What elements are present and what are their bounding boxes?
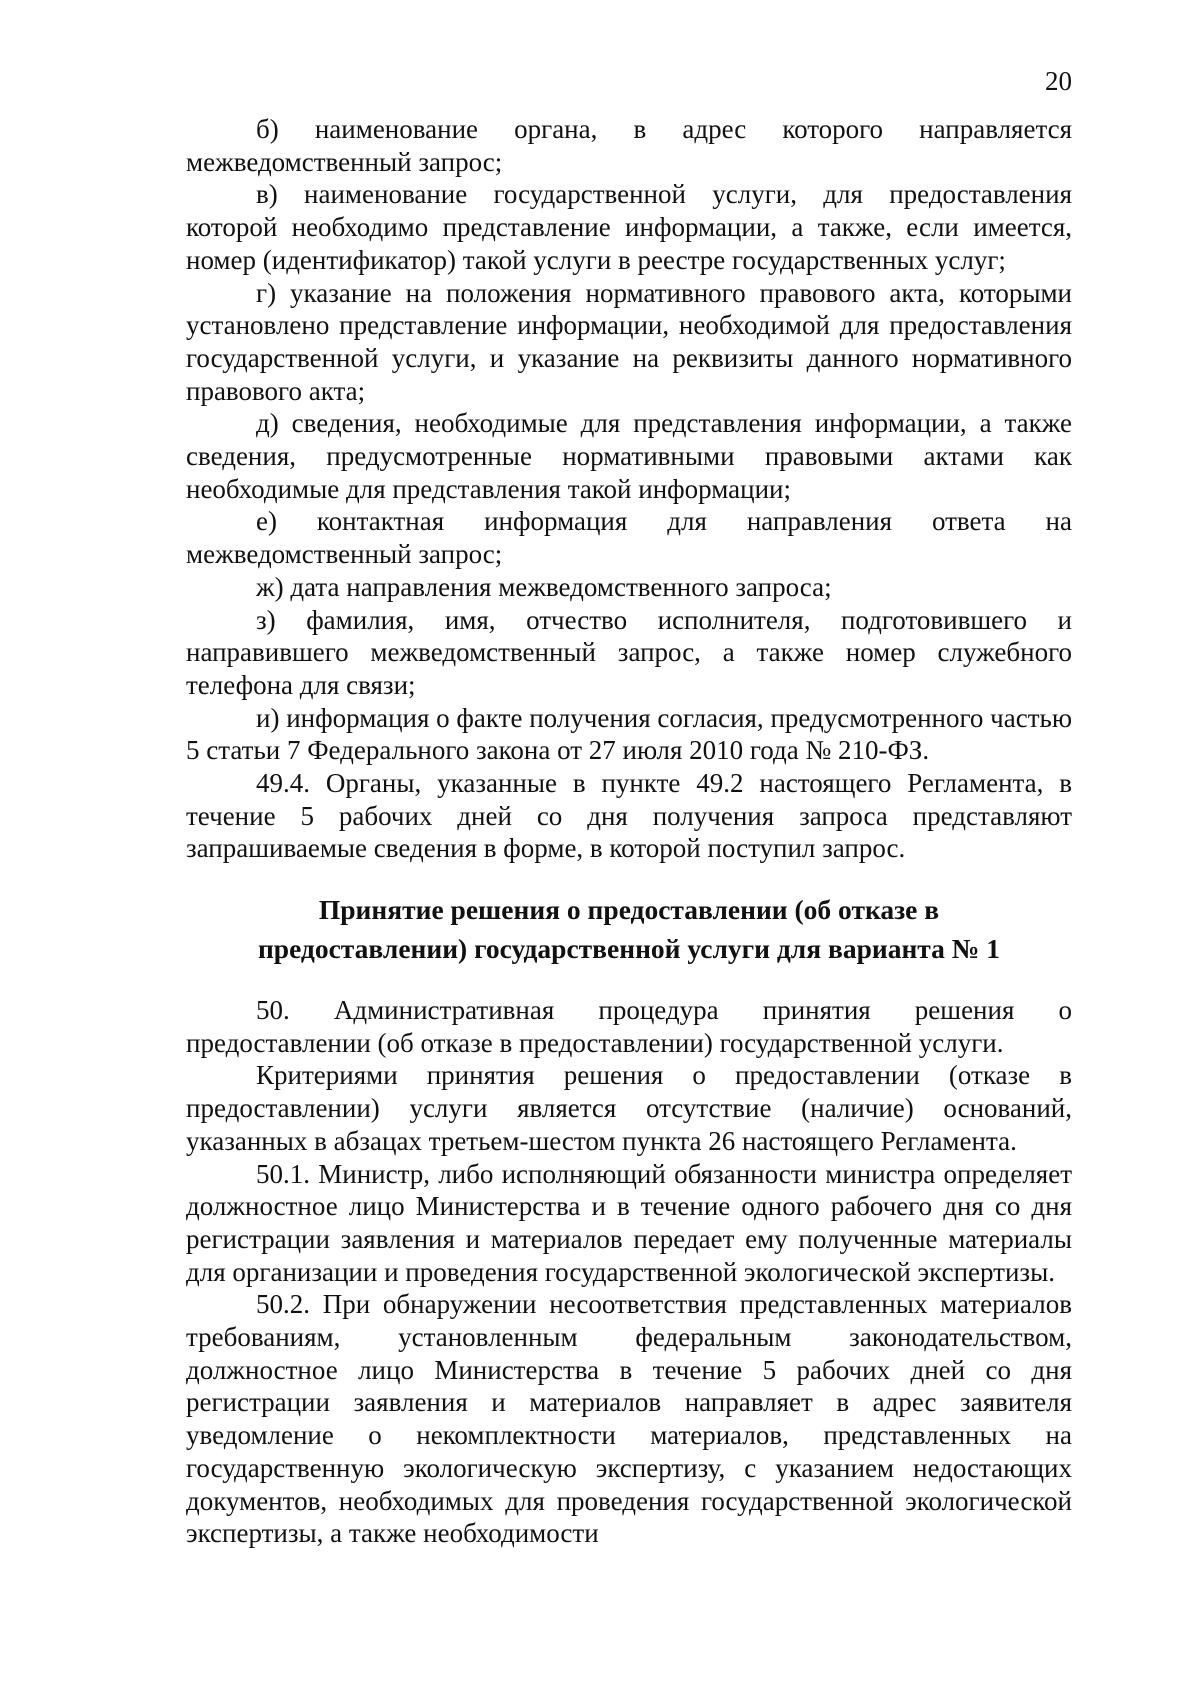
paragraph-g: г) указание на положения нормативного правового акта, которыми установлено представление информации, необходимой для предоставления государственной услуги, и указание на реквизиты данного нормативного правового акта;	[186, 277, 1072, 406]
paragraph-50-1: 50.1. Министр, либо исполняющий обязанности министра определяет должностное лицо Министерства и в течение одного рабочего дня со дня регистрации заявления и материалов передает ему полученные материалы для организации и проведения государственной экологической экспертизы.	[186, 1158, 1072, 1287]
bottom-text-block	[186, 994, 1072, 1550]
paragraph-z: з) фамилия, имя, отчество исполнителя, подготовившего и направившего межведомственный запрос, а также номер служебного телефона для связи;	[186, 604, 1072, 700]
paragraph-criteria: Критериями принятия решения о предоставлении (отказе в предоставлении) услуги является отсутствие (наличие) оснований, указанных в абзацах третьем-шестом пункта 26 настоящего Регламента.	[186, 1060, 1072, 1156]
section-heading-line-2: предоставлении) государственной услуги для варианта № 1	[257, 933, 1001, 964]
page-number: 20	[1045, 66, 1072, 96]
section-heading	[186, 890, 1072, 968]
paragraph-49-4: 49.4. Органы, указанные в пункте 49.2 настоящего Регламента, в течение 5 рабочих дней со дня получения запроса представляют запрашиваемые сведения в форме, в которой поступил запрос.	[186, 768, 1072, 864]
paragraph-i: и) информация о факте получения согласия, предусмотренного частью 5 статьи 7 Федерального закона от 27 июля 2010 года № 210-ФЗ.	[186, 702, 1072, 766]
paragraph-d: д) сведения, необходимые для представления информации, а также сведения, предусмотренные нормативными правовыми актами как необходимые для представления такой информации;	[186, 408, 1072, 504]
paragraph-50: 50. Административная процедура принятия решения о предоставлении (об отказе в предоставлении) государственной услуги.	[186, 995, 1072, 1058]
paragraph-zh: ж) дата направления межведомственного запроса;	[256, 571, 832, 602]
paragraph-50-2: 50.2. При обнаружении несоответствия представленных материалов требованиям, установленным федеральным законодательством, должностное лицо Министерства в течение 5 рабочих дней со дня регистрации заявления и материалов направляет в адрес заявителя уведомление о некомплектности материалов, представленных на государственную экологическую экспертизу, с указанием недостающих документов, необходимых для проведения государственной экологической экспертизы, а также необходимости	[186, 1289, 1072, 1549]
paragraph-e: е) контактная информация для направления ответа на межведомственный запрос;	[186, 506, 1072, 570]
section-heading-line-1: Принятие решения о предоставлении (об отказе в	[318, 894, 940, 925]
paragraph-b: б) наименование органа, в адрес которого направляется межведомственный запрос;	[186, 114, 1072, 177]
top-text-block	[186, 113, 1072, 865]
paragraph-v: в) наименование государственной услуги, для предоставления которой необходимо представление информации, а также, если имеется, номер (идентификатор) такой услуги в реестре государственных услуг;	[186, 179, 1072, 275]
